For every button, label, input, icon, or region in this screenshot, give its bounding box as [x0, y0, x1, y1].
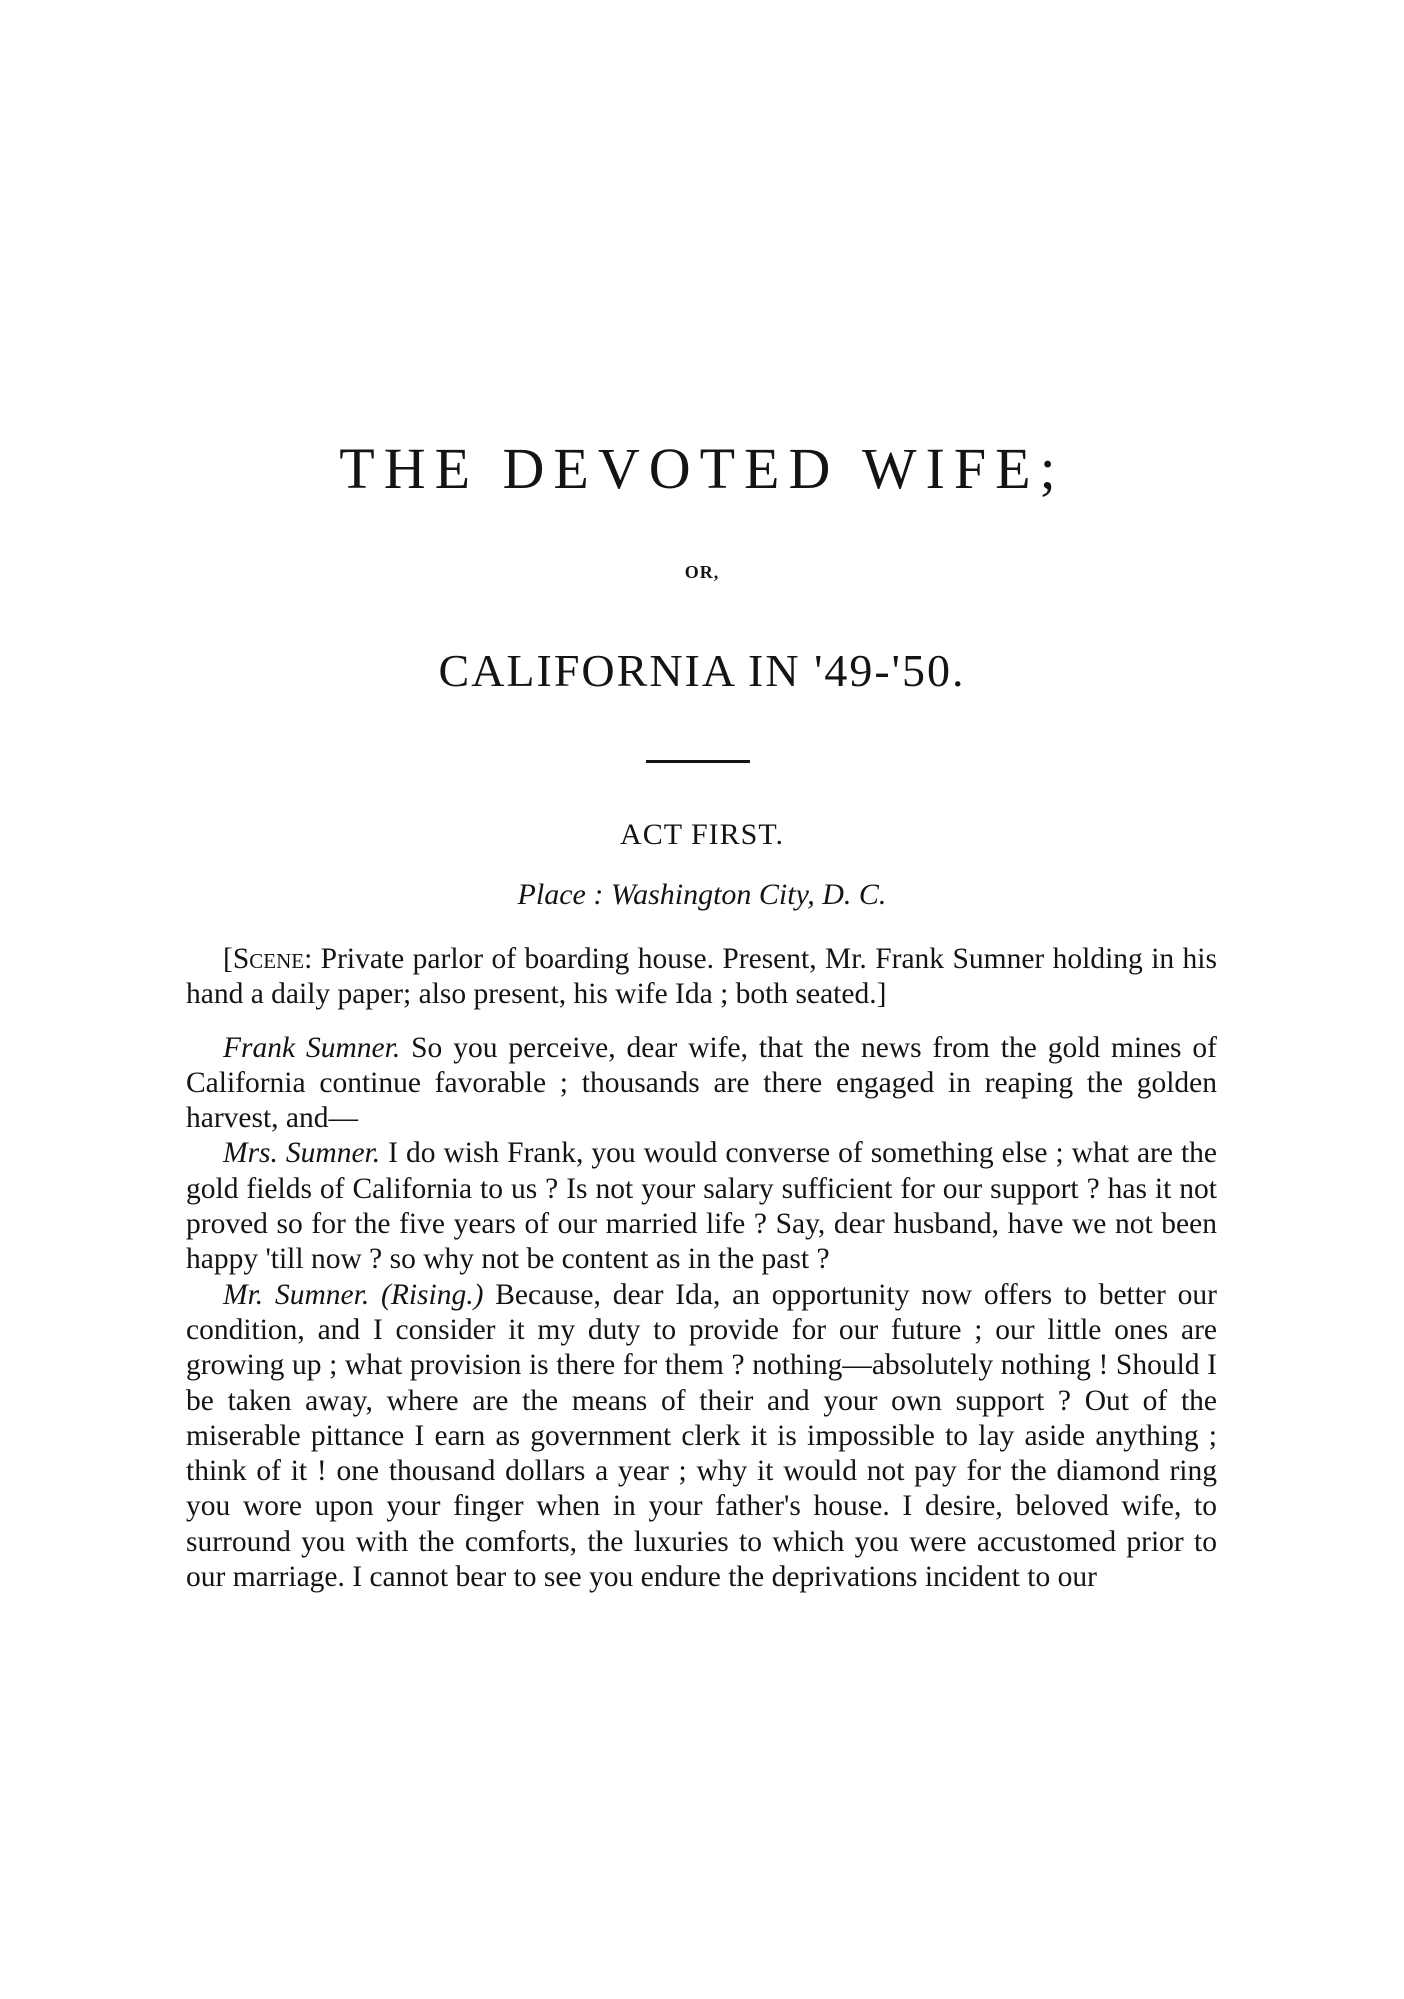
- speaker-name: Mr. Sumner.: [223, 1278, 370, 1311]
- dialogue-text: Because, dear Ida, an opportunity now offers to better our condition, and I consider it my duty to provide for our future ; our little ones are growing up ; what provision is there for them ? nothing—absolutely nothing ! Should I be taken away, where are the means of their and your own support ? Out of the miserable pittance I earn as government clerk it is impossible to lay aside anything ; think of it ! one thousand dollars a year ; why it would not pay for the diamond ring you wore upon your finger when in your father's house. I desire, beloved wife, to surround you with the comforts, the luxuries to which you were accustomed prior to our marriage. I cannot bear to see you endure the deprivations incident to our: [186, 1278, 1217, 1594]
- dialogue-text: So you perceive, dear wife, that the news from the gold mines of California continue favorable ; thousands are there engaged in reaping the golden harvest, and—: [186, 1031, 1218, 1135]
- dialogue-line: [186, 1136, 1217, 1277]
- play-subtitle: CALIFORNIA IN '49-'50.: [438, 645, 966, 696]
- dialogue-line: [186, 1278, 1217, 1596]
- scene-label: Scene: [232, 943, 305, 975]
- stage-direction-text: : Private parlor of boarding house. Present, Mr. Frank Sumner holding in his hand a daily paper; also present, his wife Ida ; both seated.]: [186, 943, 1217, 1011]
- stage-action: (Rising.): [381, 1278, 484, 1311]
- dialogue-text: I do wish Frank, you would converse of something else ; what are the gold fields of California to us ? Is not your salary sufficient for our support ? has it not proved so for the five years of our married life ? Say, dear husband, have we not been happy 'till now ? so why not be content as in the past ?: [186, 1137, 1218, 1276]
- title-conjunction: OR,: [684, 562, 720, 582]
- stage-open-bracket: [: [223, 943, 233, 975]
- play-text: [186, 942, 1217, 1595]
- dialogue-line: [186, 1031, 1217, 1137]
- speaker-name: Frank Sumner.: [223, 1031, 401, 1064]
- section-divider: [646, 760, 750, 763]
- act-heading: ACT FIRST.: [620, 818, 784, 851]
- stage-direction: [186, 942, 1217, 1013]
- play-title: THE DEVOTED WIFE;: [339, 436, 1065, 501]
- speaker-name: Mrs. Sumner.: [223, 1137, 381, 1170]
- place-line: Place : Washington City, D. C.: [517, 878, 887, 911]
